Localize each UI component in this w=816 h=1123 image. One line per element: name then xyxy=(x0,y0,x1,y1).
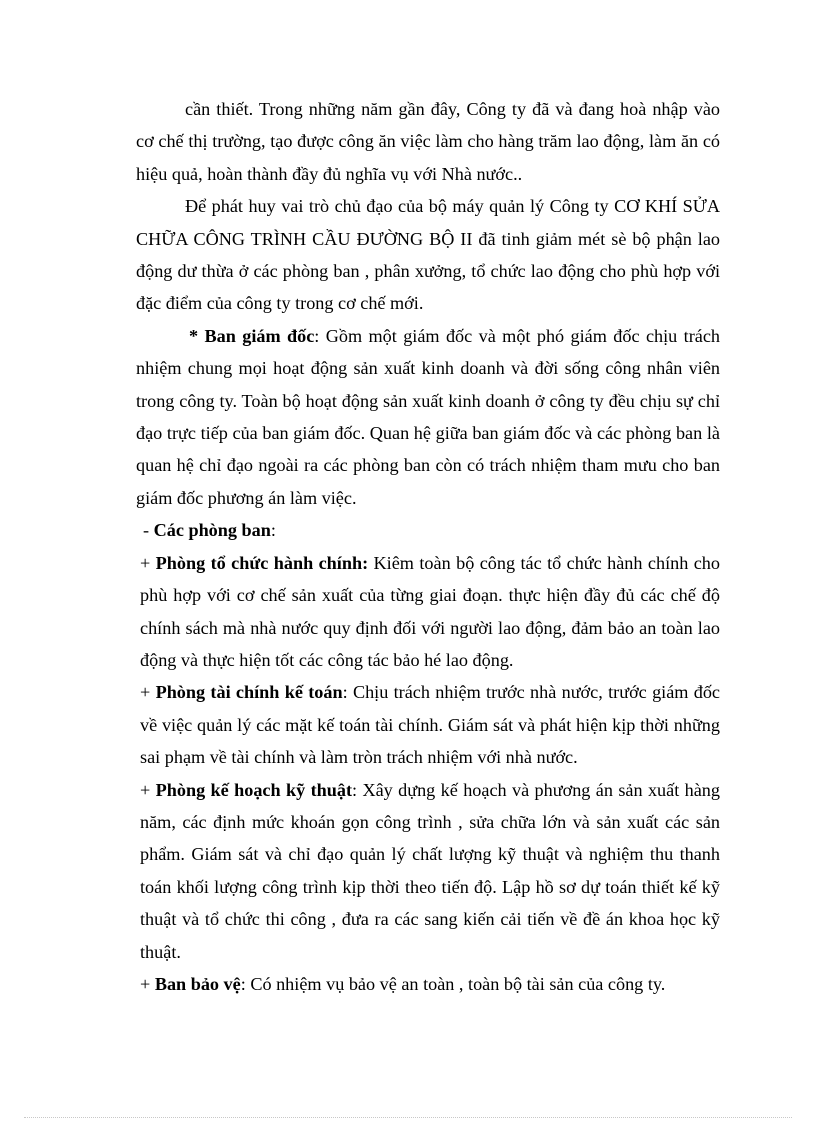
departments-heading: Các phòng ban xyxy=(153,520,271,541)
paragraph-planning-dept xyxy=(136,774,720,968)
paragraph-departments-heading xyxy=(136,514,720,546)
paragraph-intro: cần thiết. Trong những năm gần đây, Công ty đã và đang hoà nhập vào cơ chế thị trường, tạo được công ăn việc làm cho hàng trăm lao động, làm ăn có hiệu quả, hoàn thành đầy đủ nghĩa vụ với Nhà nước.. xyxy=(136,99,720,184)
admin-dept-text: Kiêm toàn bộ công tác tổ chức hành chính cho phù hợp với cơ chế sản xuất của từng giai đoạn. thực hiện đầy đủ các chế độ chính sách mà nhà nước quy định đối với người lao động, đảm bảo an toàn lao động và thực hiện tốt các công tác bảo hé lao động. xyxy=(140,552,720,670)
finance-dept-heading: Phòng tài chính kế toán xyxy=(155,682,343,703)
planning-dept-text: : Xây dựng kế hoạch và phương án sản xuất hàng năm, các định mức khoán gọn công trình , sửa chữa lớn và sản xuất các sản phẩm. Giám sát và chỉ đạo quản lý chất lượng kỹ thuật và nghiệm thu thanh toán khối lượng công trình kịp thời theo tiến độ. Lập hồ sơ dự toán thiết kế kỹ thuật và tổ chức thi công , đưa ra các sang kiến cải tiến về đề án khoa học kỹ thuật. xyxy=(140,779,720,962)
admin-dept-prefix: + xyxy=(140,552,156,573)
document-body xyxy=(136,93,720,1000)
paragraph-board-of-directors xyxy=(136,320,720,514)
paragraph-admin-dept xyxy=(136,547,720,677)
security-dept-prefix: + xyxy=(140,973,155,994)
board-of-directors-text: : Gồm một giám đốc và một phó giám đốc chịu trách nhiệm chung mọi hoạt động sản xuất kinh doanh và đời sống công nhân viên trong công ty. Toàn bộ hoạt động sản xuất kinh doanh ở công ty đều chịu sự chỉ đạo trực tiếp của ban giám đốc. Quan hệ giữa ban giám đốc và các phòng ban là quan hệ chỉ đạo ngoài ra các phòng ban còn có trách nhiệm tham mưu cho ban giám đốc phương án làm việc. xyxy=(136,325,720,508)
paragraph-restructure: Để phát huy vai trò chủ đạo của bộ máy quản lý Công ty CƠ KHÍ SỬA CHỮA CÔNG TRÌNH CẦU ĐƯỜNG BỘ II đã tinh giảm mét sè bộ phận lao động dư thừa ở các phòng ban , phân xưởng, tổ chức lao động cho phù hợp với đặc điểm của công ty trong cơ chế mới. xyxy=(136,196,720,314)
paragraph-finance-dept xyxy=(136,676,720,773)
planning-dept-prefix: + xyxy=(140,779,156,800)
security-dept-heading: Ban bảo vệ xyxy=(154,973,241,994)
board-of-directors-heading: * Ban giám đốc xyxy=(189,325,315,346)
security-dept-text: : Có nhiệm vụ bảo vệ an toàn , toàn bộ tài sản của công ty. xyxy=(240,973,666,994)
page-bottom-divider xyxy=(24,1117,792,1118)
departments-prefix: - xyxy=(143,520,154,541)
paragraph-security-dept xyxy=(136,968,720,1000)
admin-dept-heading: Phòng tổ chức hành chính: xyxy=(155,552,369,573)
finance-dept-text: : Chịu trách nhiệm trước nhà nước, trước giám đốc về việc quản lý các mặt kế toán tài chính. Giám sát và phát hiện kịp thời những sai phạm về tài chính và làm tròn trách nhiệm với nhà nước. xyxy=(140,682,721,768)
departments-suffix: : xyxy=(270,520,276,541)
finance-dept-prefix: + xyxy=(140,682,156,703)
planning-dept-heading: Phòng kế hoạch kỹ thuật xyxy=(155,779,353,800)
